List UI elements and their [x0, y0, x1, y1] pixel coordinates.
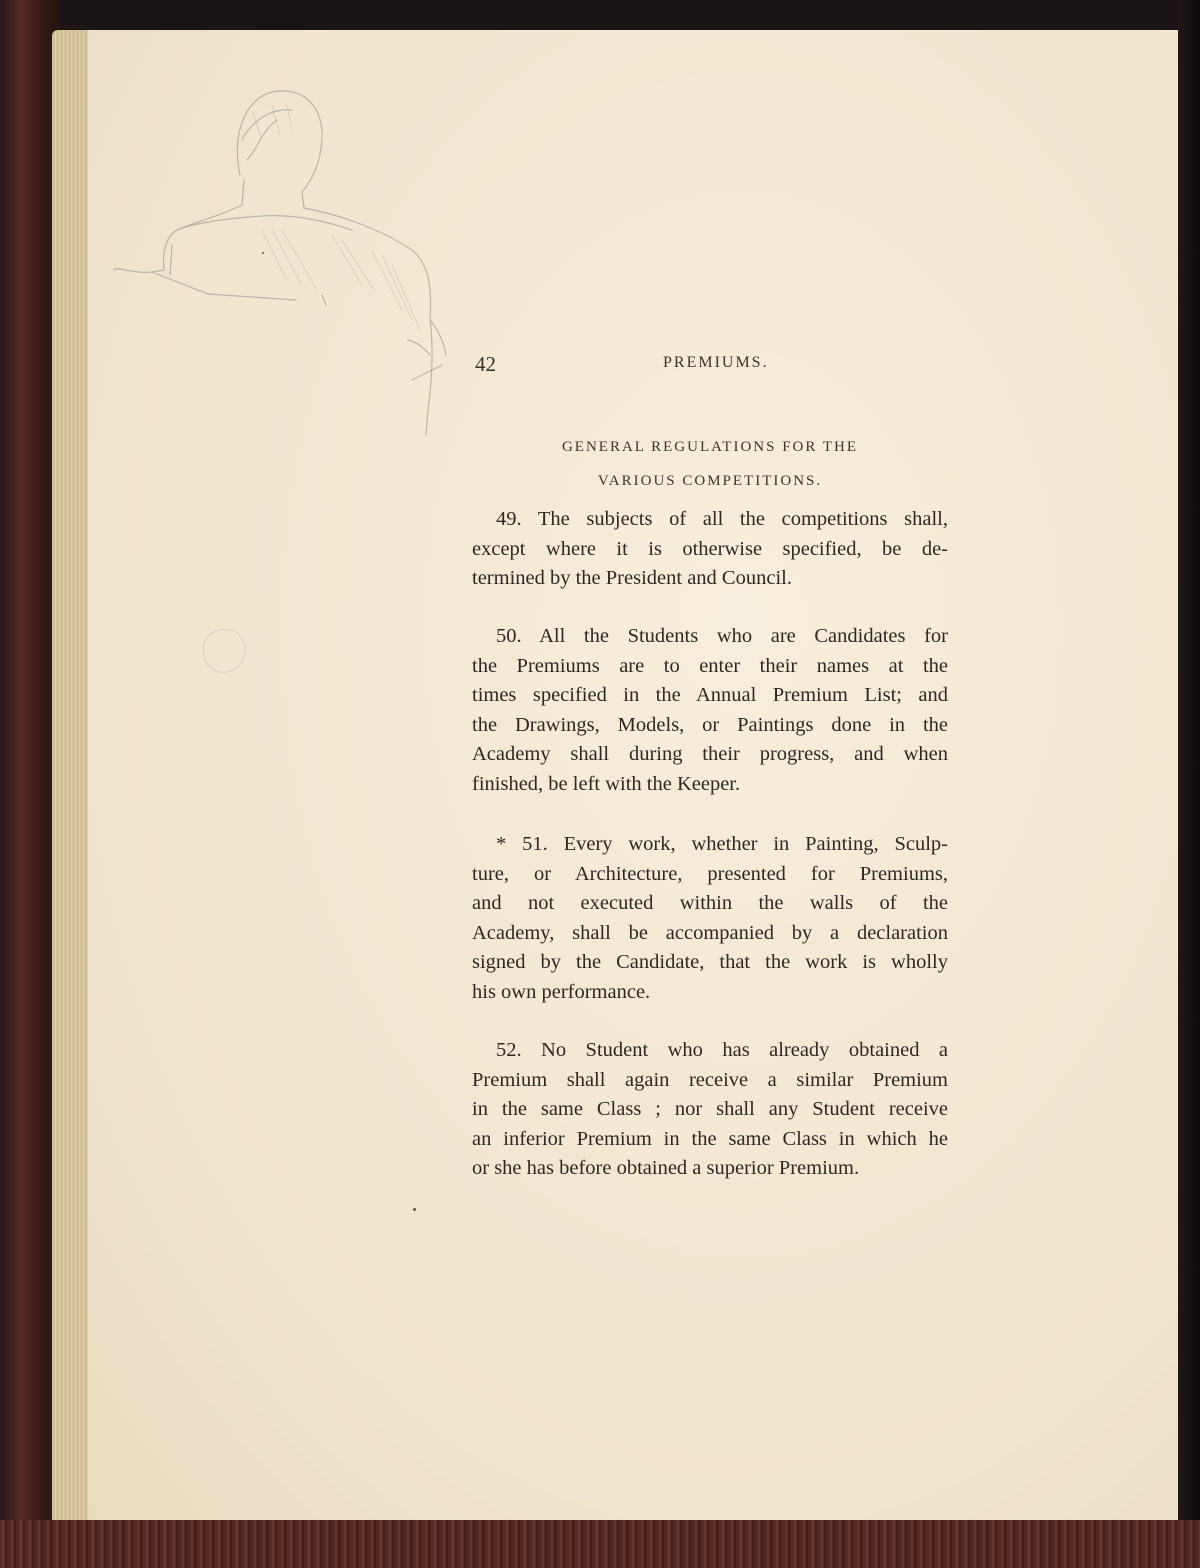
faint-sketch-mark	[195, 620, 255, 690]
running-header	[475, 352, 945, 382]
paragraph-51	[472, 830, 948, 1007]
text-line: in the same Class ; nor shall any Student receive	[472, 1098, 948, 1120]
paper-speck	[262, 252, 264, 254]
text-line: finished, be left with the Keeper.	[472, 772, 741, 795]
text-line: times specified in the Annual Premium List; and	[472, 684, 948, 706]
page-edges	[52, 30, 92, 1526]
text-line: Academy, shall be accompanied by a declaration	[472, 921, 948, 944]
section-heading-line-1: GENERAL REGULATIONS FOR THE	[561, 439, 859, 455]
text-line: an inferior Premium in the same Class in which he	[472, 1127, 948, 1150]
book-cover-left	[0, 0, 60, 1568]
paragraph-49	[472, 505, 948, 594]
section-heading-line-2: VARIOUS COMPETITIONS.	[597, 473, 823, 489]
text-line: except where it is otherwise specified, be de-	[472, 537, 948, 560]
book-cover-bottom	[0, 1520, 1200, 1568]
text-line: 50. All the Students who are Candidates for	[496, 625, 948, 647]
text-line: termined by the President and Council.	[472, 567, 792, 589]
running-title: PREMIUMS.	[663, 354, 769, 371]
text-line: 49. The subjects of all the competitions shall,	[496, 508, 948, 530]
text-line: the Premiums are to enter their names at the	[472, 654, 948, 677]
paragraph-52	[472, 1036, 948, 1184]
paragraph-50	[472, 622, 948, 799]
book-cover-right	[1178, 0, 1200, 1568]
text-line: signed by the Candidate, that the work is wholly	[472, 951, 948, 973]
text-line: his own performance.	[472, 980, 651, 1003]
section-heading	[475, 430, 945, 498]
text-line: Premium shall again receive a similar Premium	[472, 1068, 948, 1091]
text-line: ture, or Architecture, presented for Premiums,	[472, 862, 948, 885]
pencil-sketch-figure	[112, 80, 452, 440]
text-line: * 51. Every work, whether in Painting, Sculp-	[496, 833, 948, 855]
text-line: and not executed within the walls of the	[472, 892, 948, 914]
text-line: or she has before obtained a superior Premium.	[472, 1157, 860, 1179]
text-line: the Drawings, Models, or Paintings done in the	[472, 713, 948, 736]
text-line: 52. No Student who has already obtained a	[496, 1039, 948, 1061]
page-number: 42	[475, 352, 496, 376]
paper-speck	[413, 1208, 416, 1211]
text-line: Academy shall during their progress, and when	[472, 743, 948, 765]
